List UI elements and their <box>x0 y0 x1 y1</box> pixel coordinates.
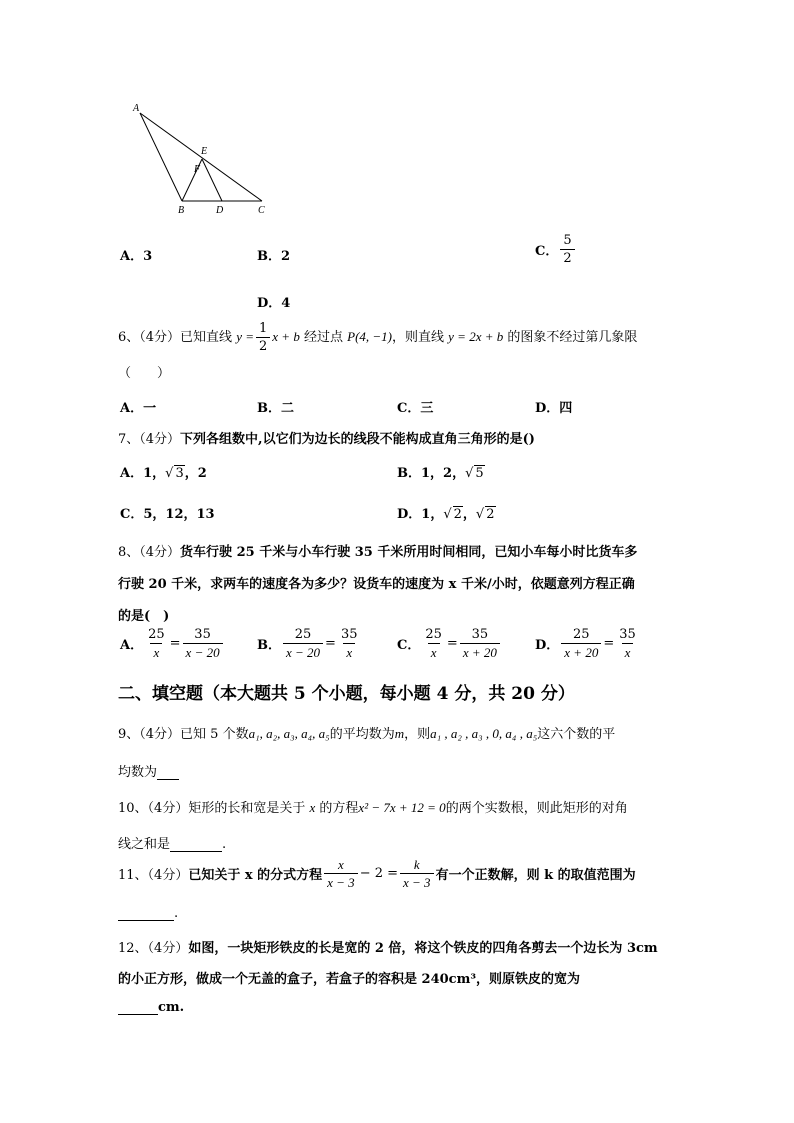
q8-option-c[interactable]: C． $\frac{25}{x}$ = $\frac{35}{x + 20}$ <box>397 628 502 659</box>
q5-option-a[interactable]: A．3 <box>120 249 153 264</box>
q8-stem-line3: 的是( ) <box>118 609 170 624</box>
q7-option-c[interactable]: C．5，12，13 <box>120 507 215 522</box>
q8-stem-line1: 8、（4分）货车行驶 25 千米与小车行驶 35 千米所用时间相同，已知小车每小时比货车多 <box>118 545 638 560</box>
q12-stem-line1: 12、（4分）如图，一块矩形铁皮的长是宽的 2 倍，将这个铁皮的四角各剪去一个边长为 3cm <box>118 941 658 956</box>
q8-stem-line2: 行驶 20 千米，求两车的速度各为多少？设货车的速度为 x 千米/小时，依题意列方程正确 <box>118 577 635 592</box>
q5-option-d[interactable]: D．4 <box>257 296 291 311</box>
q9-stem-line2: 均数为 <box>118 761 179 780</box>
q6-option-c[interactable]: C．三 <box>397 401 434 416</box>
q5-option-b[interactable]: B．2 <box>257 249 291 264</box>
q5-option-c[interactable]: C． $\frac{5}{2}$ <box>535 234 577 265</box>
q6-paren: （ ） <box>118 366 171 381</box>
q6-option-b[interactable]: B．二 <box>257 401 294 416</box>
point-label-a: A <box>133 103 140 114</box>
answer-blank[interactable] <box>118 1002 158 1015</box>
point-label-b: B <box>178 205 185 216</box>
q12-stem-line3: cm. <box>118 1000 184 1015</box>
triangle-figure <box>128 100 278 220</box>
q8-option-a[interactable]: A． $\frac{25}{x}$ = $\frac{35}{x - 20}$ <box>120 628 225 659</box>
q11-stem: 11、（4分）已知关于 x 的分式方程 $\frac{x}{x - 3}$ − 2 = $\frac{k}{x - 3}$ 有一个正数解，则 k 的取值范围为 <box>118 857 636 890</box>
q6-stem: 6、（4分）已知直线 y = $\frac{1}{2}$ x + b 经过点 P(4, −1)，则直线 y = 2x + b 的图象不经过第几象限 <box>118 321 638 354</box>
q7-option-a[interactable]: A．1，√ 3，2 <box>120 466 207 481</box>
q8-option-d[interactable]: D． $\frac{25}{x + 20}$ = $\frac{35}{x}$ <box>535 627 636 660</box>
q12-stem-line2: 的小正方形，做成一个无盖的盒子，若盒子的容积是 240cm³，则原铁皮的宽为 <box>118 972 581 987</box>
q7-stem: 7、（4分）下列各组数中,以它们为边长的线段不能构成直角三角形的是() <box>118 432 535 447</box>
q10-stem-line2: 线之和是 . <box>118 837 227 852</box>
q8-option-b[interactable]: B． $\frac{25}{x - 20}$ = $\frac{35}{x}$ <box>257 627 358 660</box>
answer-blank[interactable] <box>118 908 174 921</box>
q7-option-b[interactable]: B．1，2，√ 5 <box>397 466 484 481</box>
q10-stem: 10、（4分）矩形的长和宽是关于 x 的方程x² − 7x + 12 = 0的两个实数根，则此矩形的对角 <box>118 800 628 816</box>
segment-ac <box>140 113 262 201</box>
q6-option-d[interactable]: D．四 <box>535 401 573 416</box>
q11-stem-line2: . <box>118 906 178 921</box>
point-label-d: D <box>216 205 224 216</box>
q6-option-a[interactable]: A．一 <box>120 401 157 416</box>
section-title: 二、填空题（本大题共 5 个小题，每小题 4 分，共 20 分） <box>118 684 575 704</box>
answer-blank[interactable] <box>170 839 222 852</box>
point-label-f: F <box>194 164 201 175</box>
point-label-e: E <box>201 146 208 157</box>
segment-ab <box>140 113 182 201</box>
q9-stem: 9、（4分）已知 5 个数a₁, a₂, a₃, a₄, a₅的平均数为m，则a₁ , a₂ , a₃ , 0, a₄ , a₅这六个数的平 <box>118 726 616 742</box>
point-label-c: C <box>258 205 265 216</box>
q7-option-d[interactable]: D．1，√ 2，√ 2 <box>397 507 495 522</box>
answer-blank[interactable] <box>157 767 179 780</box>
